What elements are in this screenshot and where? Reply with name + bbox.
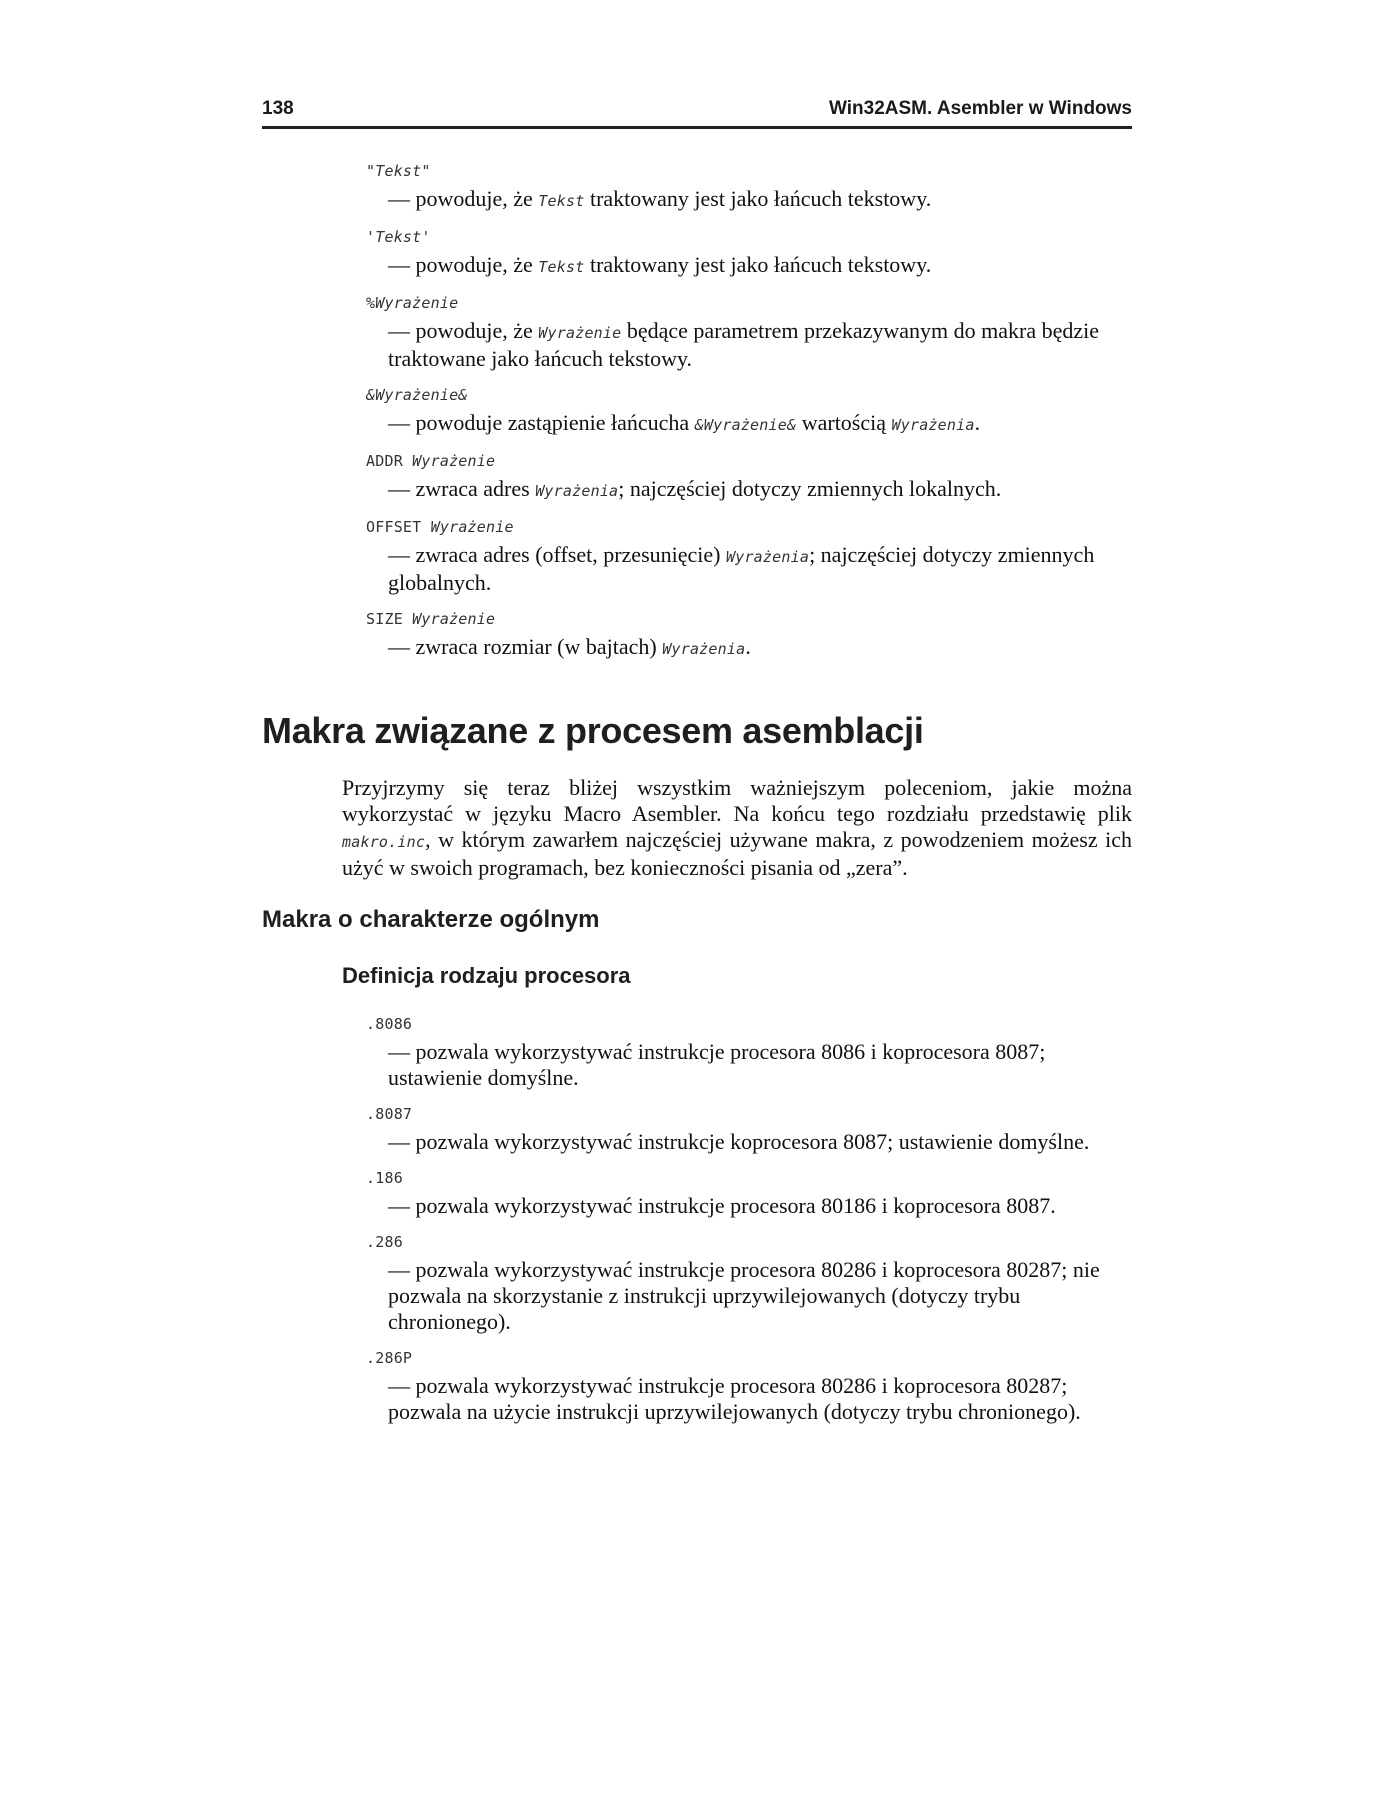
- operator-name: %Wyrażenie: [366, 294, 459, 312]
- operator-description-text: wartością: [796, 410, 892, 435]
- section-paragraph-code: makro.inc: [342, 833, 426, 851]
- running-header: [262, 98, 1132, 129]
- operator-description-text: .: [745, 634, 751, 659]
- directive-entry: [366, 1231, 1126, 1335]
- directive-name: .286: [366, 1233, 403, 1251]
- operator-entry: [366, 292, 1126, 372]
- operator-description-text: — powoduje, że: [388, 318, 539, 343]
- operator-description-text: ; najczęściej dotyczy zmiennych globalnych.: [388, 542, 1095, 595]
- operator-name: SIZE Wyrażenie: [366, 610, 496, 628]
- operator-description-code: Wyrażenia: [662, 640, 746, 658]
- operator-list: [366, 160, 1126, 674]
- directive-description: [388, 1373, 1126, 1425]
- section-paragraph-text: Przyjrzymy się teraz bliżej wszystkim ważniejszym poleceniom, jakie można wykorzystać w języku Macro Asembler. Na końcu tego rozdziału przedstawię plik: [342, 775, 1132, 826]
- operator-description-text: — powoduje zastąpienie łańcucha: [388, 410, 695, 435]
- operator-name: "Tekst": [366, 162, 431, 180]
- subsubsection-heading: Definicja rodzaju procesora: [342, 963, 631, 988]
- directive-description-text: — pozwala wykorzystywać instrukcje procesora 80286 i koprocesora 80287; nie pozwala na skorzystanie z instrukcji uprzywilejowanych (dotyczy trybu chronionego).: [388, 1257, 1100, 1334]
- operator-description: [388, 252, 1126, 280]
- operator-description-text: będące parametrem przekazywanym do makra będzie traktowane jako łańcuch tekstowy.: [388, 318, 1100, 371]
- directive-description-text: — pozwala wykorzystywać instrukcje procesora 80286 i koprocesora 80287; pozwala na użycie instrukcji uprzywilejowanych (dotyczy trybu chronionego).: [388, 1373, 1081, 1424]
- operator-entry: [366, 384, 1126, 438]
- operator-name: ADDR Wyrażenie: [366, 452, 496, 470]
- operator-description-text: — zwraca rozmiar (w bajtach): [388, 634, 663, 659]
- section-heading: Makra związane z procesem asemblacji: [262, 710, 924, 751]
- operator-description-code: &Wyrażenie&: [694, 416, 797, 434]
- running-title: Win32ASM. Asembler w Windows: [829, 98, 1132, 119]
- operator-name: 'Tekst': [366, 228, 431, 246]
- directive-name: .8086: [366, 1015, 413, 1033]
- directive-name: .8087: [366, 1105, 413, 1123]
- operator-description: [388, 410, 1126, 438]
- directive-list: [366, 1013, 1126, 1437]
- directive-description-text: — pozwala wykorzystywać instrukcje procesora 80186 i koprocesora 8087.: [388, 1193, 1056, 1218]
- operator-description-code: Tekst: [538, 258, 585, 276]
- directive-description: [388, 1129, 1126, 1155]
- operator-description-text: — powoduje, że: [388, 186, 539, 211]
- operator-description-code: Wyrażenia: [891, 416, 975, 434]
- operator-entry: [366, 450, 1126, 504]
- operator-description-text: traktowany jest jako łańcuch tekstowy.: [584, 252, 932, 277]
- subsection-heading: Makra o charakterze ogólnym: [262, 906, 600, 933]
- operator-description-code: Wyrażenia: [535, 482, 619, 500]
- operator-description-text: — zwraca adres (offset, przesunięcie): [388, 542, 726, 567]
- operator-description-code: Wyrażenie: [538, 324, 622, 342]
- operator-description: [388, 318, 1126, 372]
- operator-entry: [366, 516, 1126, 596]
- operator-description-code: Tekst: [538, 192, 585, 210]
- operator-entry: [366, 608, 1126, 662]
- operator-entry: [366, 226, 1126, 280]
- operator-description-text: — powoduje, że: [388, 252, 539, 277]
- operator-description-text: traktowany jest jako łańcuch tekstowy.: [584, 186, 932, 211]
- operator-description: [388, 542, 1126, 596]
- section-paragraph: [342, 775, 1132, 881]
- directive-name: .286P: [366, 1349, 413, 1367]
- directive-name: .186: [366, 1169, 403, 1187]
- directive-description: [388, 1039, 1126, 1091]
- operator-name: OFFSET Wyrażenie: [366, 518, 514, 536]
- operator-description: [388, 186, 1126, 214]
- directive-description-text: — pozwala wykorzystywać instrukcje koprocesora 8087; ustawienie domyślne.: [388, 1129, 1090, 1154]
- directive-entry: [366, 1347, 1126, 1425]
- page-number: 138: [262, 98, 294, 119]
- operator-description: [388, 476, 1126, 504]
- operator-name: &Wyrażenie&: [366, 386, 468, 404]
- operator-entry: [366, 160, 1126, 214]
- directive-entry: [366, 1167, 1126, 1219]
- operator-description: [388, 634, 1126, 662]
- directive-description: [388, 1257, 1126, 1335]
- directive-description: [388, 1193, 1126, 1219]
- directive-entry: [366, 1103, 1126, 1155]
- section-paragraph-text: , w którym zawarłem najczęściej używane makra, z powodzeniem możesz ich użyć w swoich programach, bez konieczności pisania od „zera”.: [342, 827, 1132, 880]
- operator-description-text: — zwraca adres: [388, 476, 536, 501]
- directive-entry: [366, 1013, 1126, 1091]
- operator-description-text: ; najczęściej dotyczy zmiennych lokalnych.: [618, 476, 1002, 501]
- operator-description-text: .: [974, 410, 981, 435]
- directive-description-text: — pozwala wykorzystywać instrukcje procesora 8086 i koprocesora 8087; ustawienie domyślne.: [388, 1039, 1046, 1090]
- operator-description-code: Wyrażenia: [725, 548, 810, 566]
